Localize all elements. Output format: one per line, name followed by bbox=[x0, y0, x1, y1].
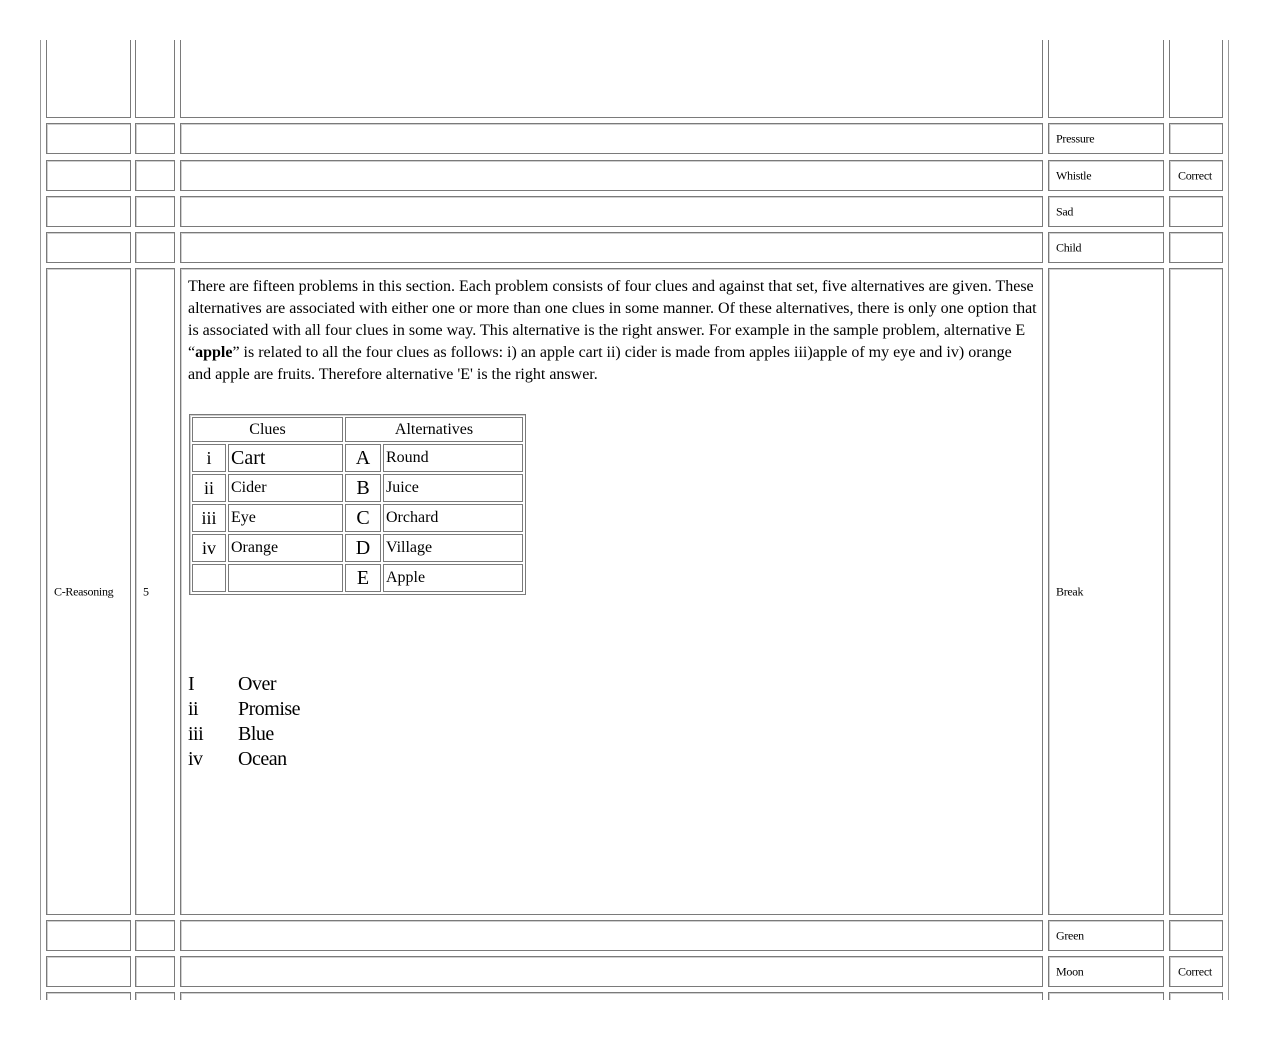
section-cell bbox=[46, 268, 131, 915]
clue-text: Cider bbox=[228, 474, 343, 502]
list-item bbox=[188, 672, 300, 697]
question-clues bbox=[188, 672, 300, 772]
status-cell bbox=[1169, 232, 1223, 263]
sample-row bbox=[192, 504, 523, 532]
answer-cell bbox=[1048, 920, 1164, 951]
answer-cell bbox=[1048, 232, 1164, 263]
clue-word: Over bbox=[238, 673, 276, 695]
question-cell bbox=[180, 40, 1043, 118]
section-cell bbox=[46, 123, 131, 154]
right-rail bbox=[1228, 40, 1229, 1000]
table-row bbox=[46, 956, 1223, 987]
section-cell bbox=[46, 196, 131, 227]
status-cell bbox=[1169, 123, 1223, 154]
status-text: Correct bbox=[1178, 168, 1212, 182]
alternative-text: Round bbox=[383, 444, 523, 472]
question-cell bbox=[180, 268, 1043, 915]
alternative-text: Village bbox=[383, 534, 523, 562]
clue-text: Eye bbox=[228, 504, 343, 532]
table-row bbox=[46, 196, 1223, 227]
question-cell bbox=[180, 956, 1043, 987]
alternative-letter: A bbox=[345, 444, 381, 472]
status-cell bbox=[1169, 920, 1223, 951]
instructions-text bbox=[188, 276, 1038, 386]
section-number: 5 bbox=[143, 584, 149, 598]
number-cell bbox=[135, 232, 175, 263]
left-rail bbox=[40, 40, 41, 1000]
answer-text: Child bbox=[1056, 240, 1082, 254]
status-cell bbox=[1169, 160, 1223, 191]
clue-number: i bbox=[192, 444, 226, 472]
clue-word: Promise bbox=[238, 698, 301, 720]
question-cell bbox=[180, 196, 1043, 227]
sample-row bbox=[192, 444, 523, 472]
number-cell bbox=[135, 196, 175, 227]
status-cell bbox=[1169, 40, 1223, 118]
question-cell bbox=[180, 920, 1043, 951]
clues-header: Clues bbox=[192, 417, 343, 442]
status-cell bbox=[1169, 196, 1223, 227]
answer-text: Moon bbox=[1056, 964, 1084, 978]
table-row bbox=[46, 160, 1223, 191]
clue-number: I bbox=[188, 673, 195, 695]
number-cell bbox=[135, 123, 175, 154]
clue-number: iii bbox=[188, 723, 204, 745]
list-item bbox=[188, 697, 300, 722]
number-cell bbox=[135, 160, 175, 191]
answer-text: Whistle bbox=[1056, 168, 1092, 182]
list-item bbox=[188, 747, 300, 772]
clue-number: ii bbox=[188, 698, 199, 720]
clue-text bbox=[228, 564, 343, 592]
table-row bbox=[46, 40, 1223, 118]
clue-word: Blue bbox=[238, 723, 274, 745]
table-row bbox=[46, 123, 1223, 154]
number-cell bbox=[135, 40, 175, 118]
question-cell bbox=[180, 232, 1043, 263]
bottom-mask bbox=[0, 1000, 1269, 1040]
alternative-letter: E bbox=[345, 564, 381, 592]
clue-text: Orange bbox=[228, 534, 343, 562]
section-cell bbox=[46, 40, 131, 118]
clue-number: iv bbox=[192, 534, 226, 562]
sample-header-row bbox=[192, 417, 523, 442]
section-row bbox=[46, 268, 1223, 915]
alternative-text: Apple bbox=[383, 564, 523, 592]
answer-text: Sad bbox=[1056, 204, 1074, 218]
answer-cell bbox=[1048, 40, 1164, 118]
alternative-letter: C bbox=[345, 504, 381, 532]
instructions-bold: apple bbox=[195, 344, 233, 361]
section-cell bbox=[46, 956, 131, 987]
status-cell bbox=[1169, 956, 1223, 987]
number-cell bbox=[135, 956, 175, 987]
clue-number bbox=[192, 564, 226, 592]
instructions-part: There are fifteen problems in this section. Each problem consists of four clues and against that set, five alternatives are given. These alternatives are associated with either one or more than one clues in some manner. Of these alternatives, there is only one option that is associated with all four clues in some way. This alternative is the right answer. For example in the sample problem, alternative E “ bbox=[188, 278, 1037, 361]
section-cell bbox=[46, 160, 131, 191]
answer-cell bbox=[1048, 196, 1164, 227]
table-row bbox=[46, 920, 1223, 951]
clue-number: ii bbox=[192, 474, 226, 502]
answer-text: Green bbox=[1056, 928, 1084, 942]
status-text: Correct bbox=[1178, 964, 1212, 978]
number-cell bbox=[135, 920, 175, 951]
section-cell bbox=[46, 232, 131, 263]
clue-number: iv bbox=[188, 748, 203, 770]
status-cell bbox=[1169, 268, 1223, 915]
number-cell bbox=[135, 268, 175, 915]
table-row bbox=[46, 232, 1223, 263]
section-label: C-Reasoning bbox=[54, 584, 114, 598]
section-cell bbox=[46, 920, 131, 951]
clue-number: iii bbox=[192, 504, 226, 532]
sample-problem-table bbox=[189, 414, 526, 595]
sample-row bbox=[192, 534, 523, 562]
alternative-letter: D bbox=[345, 534, 381, 562]
question-cell bbox=[180, 123, 1043, 154]
question-cell bbox=[180, 160, 1043, 191]
answer-text: Break bbox=[1056, 584, 1084, 598]
answer-cell bbox=[1048, 123, 1164, 154]
alternative-text: Orchard bbox=[383, 504, 523, 532]
clue-text: Cart bbox=[228, 444, 343, 472]
answer-cell bbox=[1048, 268, 1164, 915]
answer-text: Pressure bbox=[1056, 131, 1095, 145]
answer-cell bbox=[1048, 956, 1164, 987]
alternatives-header: Alternatives bbox=[345, 417, 523, 442]
sample-row bbox=[192, 564, 523, 592]
alternative-text: Juice bbox=[383, 474, 523, 502]
list-item bbox=[188, 722, 300, 747]
answer-cell bbox=[1048, 160, 1164, 191]
clue-word: Ocean bbox=[238, 748, 287, 770]
alternative-letter: B bbox=[345, 474, 381, 502]
sample-row bbox=[192, 474, 523, 502]
instructions-part: ” is related to all the four clues as follows: i) an apple cart ii) cider is made from apples iii)apple of my eye and iv) orange and apple are fruits. Therefore alternative 'E' is the right answer. bbox=[188, 344, 1012, 383]
